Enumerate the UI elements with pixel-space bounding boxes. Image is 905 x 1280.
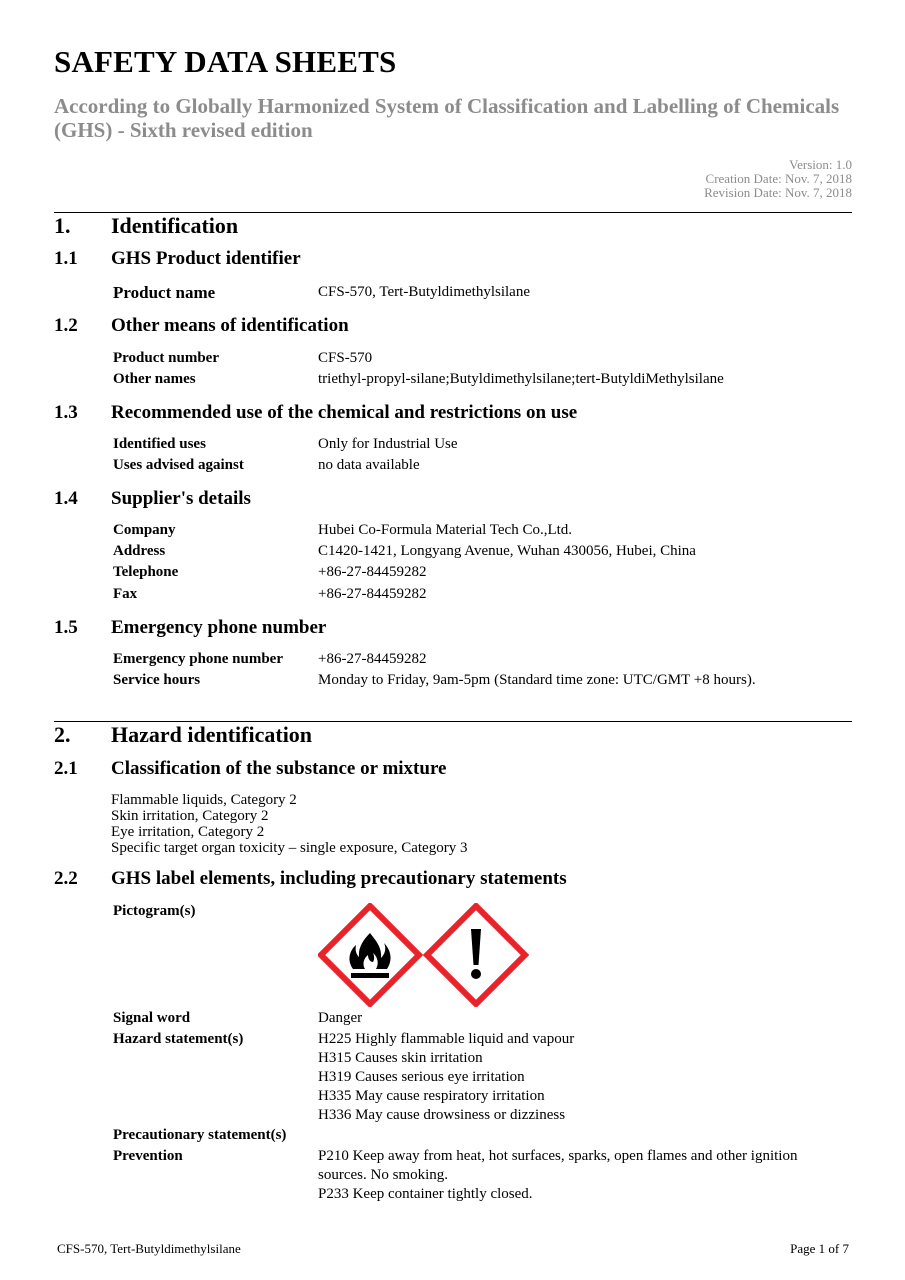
creation-date: Creation Date: Nov. 7, 2018 <box>705 171 852 186</box>
telephone: +86-27-84459282 <box>318 564 427 580</box>
list-item: H336 May cause drowsiness or dizziness <box>318 1107 566 1123</box>
list-item: P210 Keep away from heat, hot surfaces, sparks, open flames and other ignition sources. No smoking. <box>318 1148 798 1183</box>
field-label: Precautionary statement(s) <box>113 1127 287 1143</box>
section-number: 1. <box>54 213 71 238</box>
field-label: Pictogram(s) <box>113 903 196 919</box>
subsection-number: 1.1 <box>54 248 78 269</box>
list-item: P233 Keep container tightly closed. <box>318 1186 533 1202</box>
section-2-heading <box>54 722 312 748</box>
version-block <box>704 158 852 200</box>
classification-list <box>111 792 467 856</box>
field-label: Product name <box>113 283 216 302</box>
field-label: Fax <box>113 586 138 602</box>
hazard-statements <box>318 1030 798 1125</box>
emergency-phone: +86-27-84459282 <box>318 651 427 667</box>
section-1-1-heading <box>54 248 301 270</box>
prevention-statements <box>318 1147 798 1204</box>
section-1-2-heading <box>54 315 349 337</box>
other-names: triethyl-propyl-silane;Butyldimethylsilane;tert-ButyldiMethylsilane <box>318 371 724 387</box>
address: C1420-1421, Longyang Avenue, Wuhan 430056, Hubei, China <box>318 543 696 559</box>
document-title: SAFETY DATA SHEETS <box>54 44 397 79</box>
subsection-title: Emergency phone number <box>111 617 327 638</box>
subsection-number: 1.2 <box>54 315 78 336</box>
list-item: Eye irritation, Category 2 <box>111 824 265 840</box>
list-item: Skin irritation, Category 2 <box>111 808 269 824</box>
section-1-5-heading <box>54 617 326 639</box>
signal-word: Danger <box>318 1010 363 1026</box>
subsection-title: Recommended use of the chemical and restrictions on use <box>111 402 578 423</box>
field-label: Emergency phone number <box>113 651 283 667</box>
revision-date: Revision Date: Nov. 7, 2018 <box>704 185 852 200</box>
footer-page-number: Page 1 of 7 <box>790 1241 849 1256</box>
field-label: Other names <box>113 371 196 387</box>
list-item: H225 Highly flammable liquid and vapour <box>318 1031 575 1047</box>
exclamation-pictogram-icon <box>427 906 525 1004</box>
list-item: Specific target organ toxicity – single exposure, Category 3 <box>111 840 468 856</box>
document-subtitle: According to Globally Harmonized System of Classification and Labelling of Chemicals (GHS) - Sixth revised edition <box>54 94 840 142</box>
section-1-heading <box>54 213 238 239</box>
subsection-title: Classification of the substance or mixture <box>111 758 447 779</box>
section-title: Hazard identification <box>111 722 313 747</box>
service-hours: Monday to Friday, 9am-5pm (Standard time zone: UTC/GMT +8 hours). <box>318 672 756 688</box>
product-name: CFS-570, Tert-Butyldimethylsilane <box>318 284 530 300</box>
section-1-3-heading <box>54 402 577 424</box>
field-label: Telephone <box>113 564 179 580</box>
list-item: H319 Causes serious eye irritation <box>318 1069 525 1085</box>
section-number: 2. <box>54 722 71 747</box>
pictogram-group <box>318 903 530 1007</box>
field-label: Address <box>113 543 166 559</box>
subsection-number: 2.2 <box>54 868 78 889</box>
subsection-number: 1.5 <box>54 617 78 638</box>
field-label: Product number <box>113 350 219 366</box>
section-2-2-heading <box>54 868 567 890</box>
list-item: H315 Causes skin irritation <box>318 1050 483 1066</box>
field-label: Company <box>113 522 176 538</box>
section-1-4-heading <box>54 488 251 510</box>
subsection-number: 1.4 <box>54 488 78 509</box>
product-number: CFS-570 <box>318 350 373 366</box>
subsection-number: 2.1 <box>54 758 78 779</box>
fax: +86-27-84459282 <box>318 586 427 602</box>
field-label: Identified uses <box>113 436 206 452</box>
version: Version: 1.0 <box>789 157 852 172</box>
identified-uses: Only for Industrial Use <box>318 436 458 452</box>
field-label: Uses advised against <box>113 457 244 473</box>
uses-advised-against: no data available <box>318 457 420 473</box>
subsection-title: Supplier's details <box>111 488 251 509</box>
footer-product: CFS-570, Tert-Butyldimethylsilane <box>57 1241 241 1256</box>
field-label: Service hours <box>113 672 201 688</box>
company: Hubei Co-Formula Material Tech Co.,Ltd. <box>318 522 573 538</box>
field-label: Hazard statement(s) <box>113 1031 244 1047</box>
subsection-number: 1.3 <box>54 402 78 423</box>
subsection-title: GHS label elements, including precautionary statements <box>111 868 567 889</box>
list-item: Flammable liquids, Category 2 <box>111 792 297 808</box>
section-title: Identification <box>111 213 239 238</box>
flame-pictogram-icon <box>321 906 419 1004</box>
list-item: H335 May cause respiratory irritation <box>318 1088 545 1104</box>
field-label: Signal word <box>113 1010 191 1026</box>
pictograms <box>318 903 530 1012</box>
field-label: Prevention <box>113 1148 183 1164</box>
subsection-title: GHS Product identifier <box>111 248 301 269</box>
subsection-title: Other means of identification <box>111 315 349 336</box>
section-2-1-heading <box>54 758 446 780</box>
